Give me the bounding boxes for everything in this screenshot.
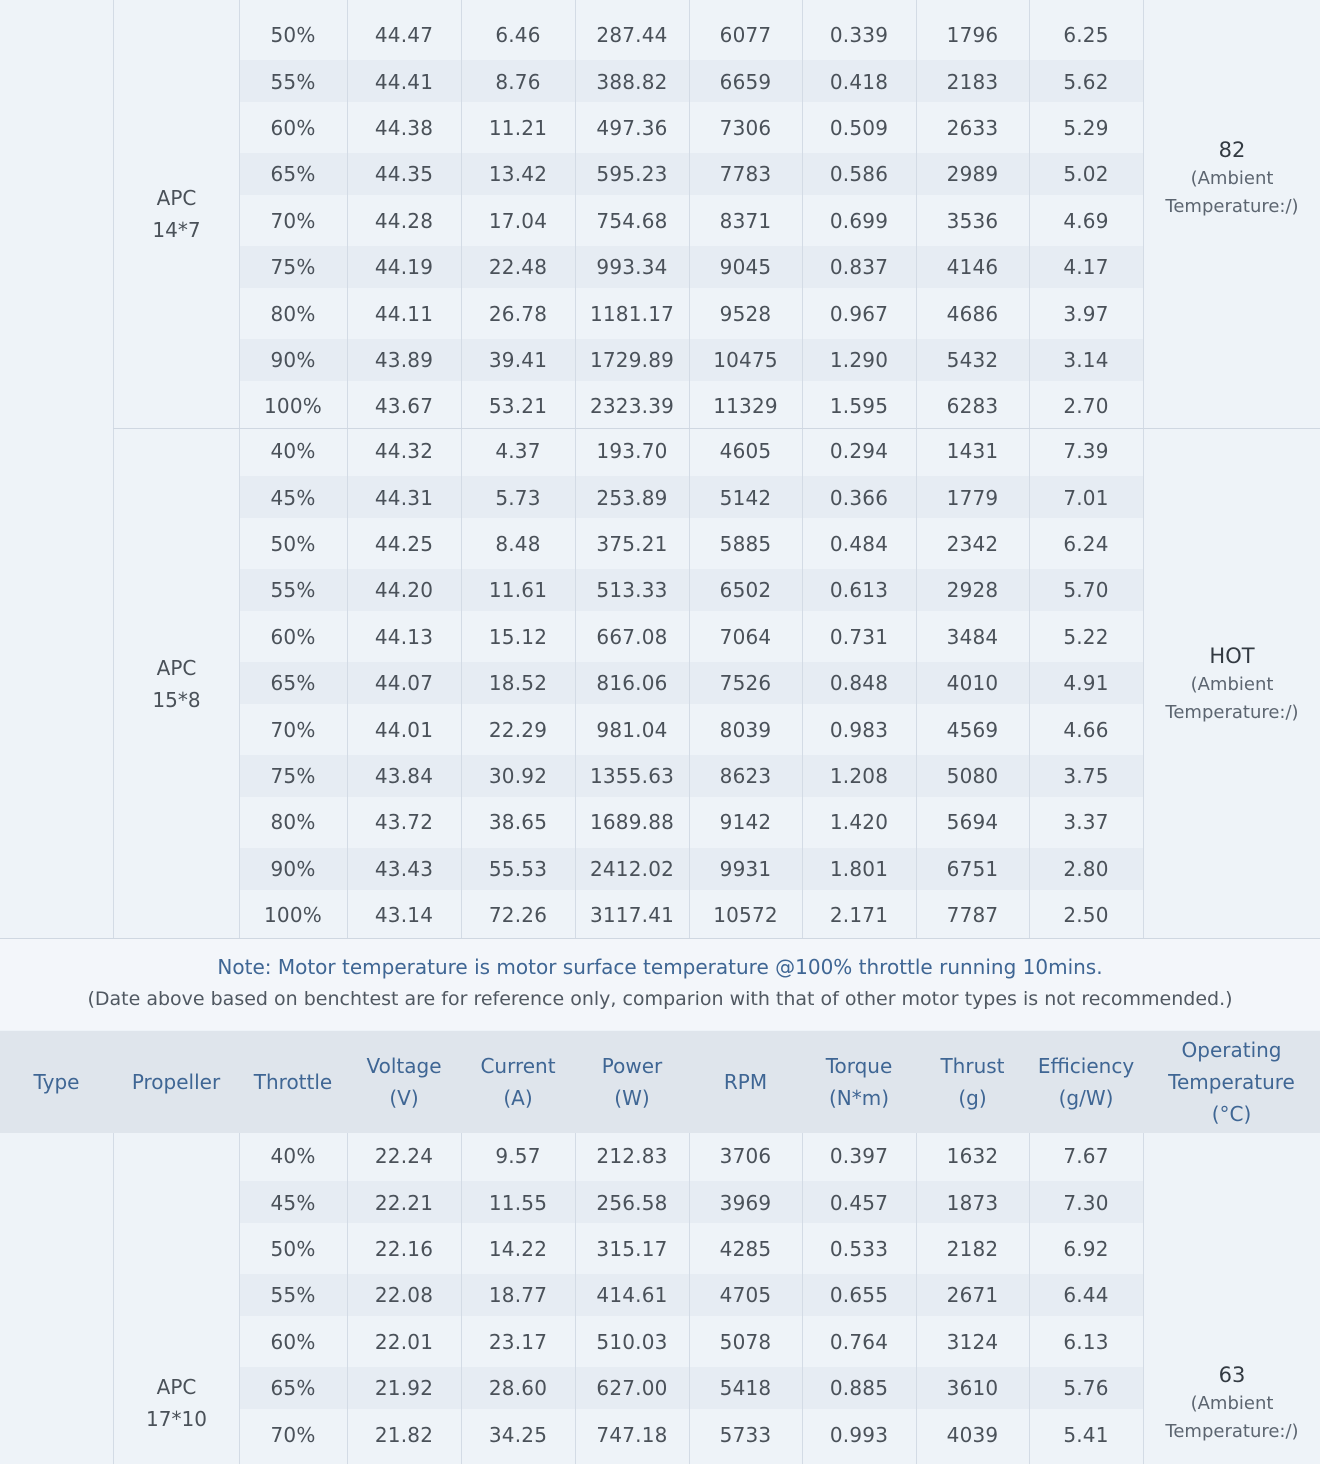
table-cell: 0.294 [829, 439, 889, 464]
table-cell: 747.18 [596, 1422, 668, 1447]
table-cell: 90% [270, 856, 316, 881]
table-cell: 5.41 [1063, 1422, 1109, 1447]
table-cell: 4686 [946, 301, 999, 326]
table-cell: 212.83 [596, 1144, 668, 1169]
table-cell: 7787 [946, 903, 999, 928]
table-cell: 7.01 [1063, 485, 1109, 510]
table-cell: 14.22 [488, 1236, 548, 1261]
table-cell: 4285 [719, 1236, 772, 1261]
table-cell: 0.655 [829, 1283, 889, 1308]
table-cell: 22.24 [374, 1144, 434, 1169]
table-cell: 44.41 [374, 69, 434, 94]
header-label: Voltage [366, 1054, 442, 1078]
header-unit: (A) [503, 1086, 533, 1110]
table-cell: 5.70 [1063, 578, 1109, 603]
table-cell: 1796 [946, 23, 999, 48]
table-cell: 6.46 [495, 23, 541, 48]
table-cell: 5.29 [1063, 115, 1109, 140]
table-cell: 4705 [719, 1283, 772, 1308]
table-cell: 3969 [719, 1190, 772, 1215]
table-cell: 5.73 [495, 485, 541, 510]
table-cell: 60% [270, 115, 316, 140]
table-cell: 3610 [946, 1376, 999, 1401]
table-cell: 5080 [946, 763, 999, 788]
table-cell: 40% [270, 439, 316, 464]
table-cell: 55% [270, 69, 316, 94]
table-cell: 23.17 [488, 1329, 548, 1354]
header-label: Operating [1181, 1038, 1282, 1062]
header-label: Efficiency [1037, 1054, 1135, 1078]
table-cell: 4.69 [1063, 208, 1109, 233]
table-cell: 0.993 [829, 1422, 889, 1447]
table-cell: 55% [270, 578, 316, 603]
table-cell: 44.47 [374, 23, 434, 48]
table-cell: 1689.88 [589, 810, 675, 835]
table-cell: 627.00 [596, 1376, 668, 1401]
propeller-cell [114, 0, 239, 428]
table-cell: 6283 [946, 394, 999, 419]
table-cell: 100% [264, 903, 322, 928]
table-cell: 2671 [946, 1283, 999, 1308]
section-b [0, 1133, 1320, 1464]
table-cell: 43.89 [374, 347, 434, 372]
table-cell: 9.57 [495, 1144, 541, 1169]
header-label: Power [601, 1054, 663, 1078]
table-cell: 44.20 [374, 578, 434, 603]
table-cell: 5142 [719, 485, 772, 510]
table-cell: 993.34 [596, 255, 668, 280]
table-cell: 65% [270, 1376, 316, 1401]
table-cell: 1779 [946, 485, 999, 510]
header-label: Temperature [1168, 1070, 1295, 1094]
table-cell: 11.55 [488, 1190, 548, 1215]
table-cell: 754.68 [596, 208, 668, 233]
table-cell: 0.366 [829, 485, 889, 510]
table-cell: 0.848 [829, 671, 889, 696]
table-cell: 43.14 [374, 903, 434, 928]
table-cell: 44.07 [374, 671, 434, 696]
table-cell: 8.76 [495, 69, 541, 94]
table-cell: 375.21 [596, 531, 668, 556]
table-cell: 75% [270, 763, 316, 788]
table-cell: 0.613 [829, 578, 889, 603]
table-cell: 28.60 [488, 1376, 548, 1401]
header-label: Type [33, 1070, 80, 1094]
table-cell: 7.30 [1063, 1190, 1109, 1215]
table-cell: 595.23 [596, 162, 668, 187]
table-cell: 7064 [719, 624, 772, 649]
table-cell: 65% [270, 671, 316, 696]
header-label: RPM [723, 1070, 768, 1094]
operating-temperature-cell [1144, 0, 1320, 356]
table-cell: 3117.41 [589, 903, 675, 928]
temperature-value: 63 [1218, 1363, 1246, 1387]
table-cell: 50% [270, 531, 316, 556]
disclaimer-line: (Date above based on benchtest are for reference only, comparion with that of other motor types is not recommended.) [87, 988, 1233, 1010]
temperature-value: 82 [1218, 138, 1246, 162]
table-cell: 4146 [946, 255, 999, 280]
propeller-size: 15*8 [152, 687, 201, 712]
table-cell: 22.16 [374, 1236, 434, 1261]
table-cell: 816.06 [596, 671, 668, 696]
header-label: Thrust [940, 1054, 1005, 1078]
table-cell: 7783 [719, 162, 772, 187]
table-cell: 414.61 [596, 1283, 668, 1308]
table-cell: 253.89 [596, 485, 668, 510]
table-cell: 0.764 [829, 1329, 889, 1354]
table-cell: 1.801 [829, 856, 889, 881]
table-cell: 44.01 [374, 717, 434, 742]
table-row [0, 1133, 1320, 1179]
table-cell: 11329 [713, 394, 778, 419]
table-cell: 3124 [946, 1329, 999, 1354]
table-cell: 2323.39 [589, 394, 675, 419]
table-cell: 2.171 [829, 903, 889, 928]
table-cell: 0.586 [829, 162, 889, 187]
table-cell: 44.25 [374, 531, 434, 556]
table-cell: 22.29 [488, 717, 548, 742]
table-cell: 0.533 [829, 1236, 889, 1261]
table-cell: 5694 [946, 810, 999, 835]
table-cell: 34.25 [488, 1422, 548, 1447]
propeller-cell [114, 1203, 239, 1464]
table-cell: 26.78 [488, 301, 548, 326]
table-cell: 1355.63 [589, 763, 675, 788]
table-cell: 4.91 [1063, 671, 1109, 696]
table-cell: 44.31 [374, 485, 434, 510]
table-cell: 2182 [946, 1236, 999, 1261]
temperature-note: (Ambient [1190, 673, 1274, 695]
table-cell: 7306 [719, 115, 772, 140]
table-cell: 3.14 [1063, 347, 1109, 372]
table-cell: 21.92 [374, 1376, 434, 1401]
table-cell: 497.36 [596, 115, 668, 140]
header-type [0, 1031, 113, 1133]
table-cell: 55% [270, 1283, 316, 1308]
table-cell: 4010 [946, 671, 999, 696]
table-cell: 256.58 [596, 1190, 668, 1215]
table-cell: 6077 [719, 23, 772, 48]
header-thrust [916, 1031, 1029, 1133]
header-propeller [113, 1031, 239, 1133]
table-cell: 3706 [719, 1144, 772, 1169]
table-cell: 7.39 [1063, 439, 1109, 464]
table-cell: 60% [270, 1329, 316, 1354]
header-current [461, 1031, 575, 1133]
table-cell: 13.42 [488, 162, 548, 187]
temperature-note: Temperature:/) [1165, 196, 1299, 217]
temperature-note: (Ambient [1190, 168, 1274, 189]
header-label: Throttle [253, 1070, 333, 1094]
header-label: Current [480, 1054, 556, 1078]
table-cell: 1181.17 [589, 301, 675, 326]
table-cell: 44.38 [374, 115, 434, 140]
table-cell: 18.77 [488, 1283, 548, 1308]
table-cell: 388.82 [596, 69, 668, 94]
table-cell: 15.12 [488, 624, 548, 649]
table-cell: 3.75 [1063, 763, 1109, 788]
note-line: Note: Motor temperature is motor surface temperature @100% throttle running 10mins. [217, 955, 1103, 979]
table-cell: 0.457 [829, 1190, 889, 1215]
table-cell: 0.731 [829, 624, 889, 649]
table-cell: 45% [270, 1190, 316, 1215]
table-cell: 0.418 [829, 69, 889, 94]
operating-temperature-cell [1144, 429, 1320, 938]
header-unit: (g) [958, 1086, 987, 1110]
table-cell: 5.02 [1063, 162, 1109, 187]
table-cell: 0.967 [829, 301, 889, 326]
table-cell: 4039 [946, 1422, 999, 1447]
table-cell: 45% [270, 485, 316, 510]
table-cell: 22.01 [374, 1329, 434, 1354]
propeller-brand: APC [156, 186, 197, 210]
table-cell: 5.62 [1063, 69, 1109, 94]
table-header [0, 1031, 1320, 1133]
table-cell: 44.13 [374, 624, 434, 649]
table-cell: 2.50 [1063, 903, 1109, 928]
propeller-cell [114, 429, 239, 938]
table-cell: 43.84 [374, 763, 434, 788]
table-cell: 6.13 [1063, 1329, 1109, 1354]
table-cell: 7.67 [1063, 1144, 1109, 1169]
table-cell: 11.21 [488, 115, 548, 140]
table-cell: 510.03 [596, 1329, 668, 1354]
table-cell: 70% [270, 717, 316, 742]
table-cell: 70% [270, 1422, 316, 1447]
table-cell: 8.48 [495, 531, 541, 556]
table-cell: 5733 [719, 1422, 772, 1447]
table-cell: 100% [264, 394, 322, 419]
table-cell: 5.22 [1063, 624, 1109, 649]
table-cell: 0.885 [829, 1376, 889, 1401]
table-cell: 6.44 [1063, 1283, 1109, 1308]
table-cell: 72.26 [488, 903, 548, 928]
header-unit: (g/W) [1058, 1086, 1114, 1110]
table-cell: 0.509 [829, 115, 889, 140]
table-cell: 6.25 [1063, 23, 1109, 48]
table-cell: 53.21 [488, 394, 548, 419]
table-cell: 6659 [719, 69, 772, 94]
header-power [575, 1031, 689, 1133]
table-cell: 981.04 [596, 717, 668, 742]
table-cell: 3484 [946, 624, 999, 649]
header-unit: (N*m) [828, 1086, 890, 1110]
table-cell: 2989 [946, 162, 999, 187]
table-cell: 17.04 [488, 208, 548, 233]
table-cell: 7526 [719, 671, 772, 696]
table-cell: 9931 [719, 856, 772, 881]
table-cell: 8039 [719, 717, 772, 742]
table-cell: 21.82 [374, 1422, 434, 1447]
table-cell: 1729.89 [589, 347, 675, 372]
table-cell: 10475 [713, 347, 778, 372]
table-cell: 40% [270, 1144, 316, 1169]
temperature-note: (Ambient [1190, 1393, 1274, 1414]
table-cell: 2.70 [1063, 394, 1109, 419]
table-cell: 1.420 [829, 810, 889, 835]
header-unit: (°C) [1211, 1102, 1252, 1126]
table-cell: 8623 [719, 763, 772, 788]
table-cell: 287.44 [596, 23, 668, 48]
table-cell: 43.67 [374, 394, 434, 419]
table-cell: 75% [270, 255, 316, 280]
table-cell: 9142 [719, 810, 772, 835]
table-cell: 1.595 [829, 394, 889, 419]
propeller-size: 14*7 [152, 218, 201, 242]
table-cell: 1632 [946, 1144, 999, 1169]
header-unit: (W) [614, 1086, 650, 1110]
table-cell: 44.28 [374, 208, 434, 233]
table-cell: 5.76 [1063, 1376, 1109, 1401]
table-cell: 2633 [946, 115, 999, 140]
table-cell: 38.65 [488, 810, 548, 835]
table-cell: 8371 [719, 208, 772, 233]
table-cell: 44.32 [374, 439, 434, 464]
table-cell: 1873 [946, 1190, 999, 1215]
temperature-note: Temperature:/) [1165, 1421, 1299, 1442]
table-cell: 4605 [719, 439, 772, 464]
table-cell: 65% [270, 162, 316, 187]
header-unit: (V) [389, 1086, 419, 1110]
table-cell: 2412.02 [589, 856, 675, 881]
table-cell: 39.41 [488, 347, 548, 372]
table-cell: 1.208 [829, 763, 889, 788]
header-efficiency [1029, 1031, 1143, 1133]
table-cell: 43.43 [374, 856, 434, 881]
table-cell: 50% [270, 23, 316, 48]
table-cell: 0.484 [829, 531, 889, 556]
table-cell: 4.66 [1063, 717, 1109, 742]
table-cell: 0.983 [829, 717, 889, 742]
header-label: Propeller [131, 1070, 221, 1094]
table-cell: 70% [270, 208, 316, 233]
propeller-brand: APC [156, 1375, 197, 1399]
table-cell: 60% [270, 624, 316, 649]
table-cell: 3536 [946, 208, 999, 233]
table-cell: 9045 [719, 255, 772, 280]
header-operating-temperature [1143, 1031, 1320, 1133]
table-cell: 44.11 [374, 301, 434, 326]
table-cell: 2928 [946, 578, 999, 603]
table-cell: 667.08 [596, 624, 668, 649]
table-cell: 2.80 [1063, 856, 1109, 881]
table-cell: 2183 [946, 69, 999, 94]
table-cell: 0.339 [829, 23, 889, 48]
table-cell: 5078 [719, 1329, 772, 1354]
table-cell: 3.97 [1063, 301, 1109, 326]
table-cell: 80% [270, 810, 316, 835]
table-cell: 4569 [946, 717, 999, 742]
table-cell: 6502 [719, 578, 772, 603]
table-cell: 9528 [719, 301, 772, 326]
table-cell: 6.24 [1063, 531, 1109, 556]
table-cell: 22.48 [488, 255, 548, 280]
table-cell: 6.92 [1063, 1236, 1109, 1261]
table-cell: 22.21 [374, 1190, 434, 1215]
table-cell: 1431 [946, 439, 999, 464]
table-cell: 513.33 [596, 578, 668, 603]
table-cell: 5885 [719, 531, 772, 556]
table-cell: 44.19 [374, 255, 434, 280]
operating-temperature-cell [1144, 1203, 1320, 1464]
table-cell: 0.837 [829, 255, 889, 280]
header-rpm [689, 1031, 802, 1133]
table-cell: 90% [270, 347, 316, 372]
table-cell: 5432 [946, 347, 999, 372]
table-cell: 18.52 [488, 671, 548, 696]
table-cell: 1.290 [829, 347, 889, 372]
temperature-note: Temperature:/) [1165, 701, 1299, 723]
table-cell: 6751 [946, 856, 999, 881]
header-voltage [347, 1031, 461, 1133]
header-throttle [239, 1031, 347, 1133]
table-cell: 0.397 [829, 1144, 889, 1169]
table-cell: 43.72 [374, 810, 434, 835]
table-cell: 50% [270, 1236, 316, 1261]
table-cell: 0.699 [829, 208, 889, 233]
table-cell: 44.35 [374, 162, 434, 187]
table-cell: 22.08 [374, 1283, 434, 1308]
table-cell: 3.37 [1063, 810, 1109, 835]
table-cell: 4.17 [1063, 255, 1109, 280]
table-cell: 315.17 [596, 1236, 668, 1261]
table-cell: 55.53 [488, 856, 548, 881]
table-cell: 10572 [713, 903, 778, 928]
table-cell: 30.92 [488, 763, 548, 788]
header-torque [802, 1031, 916, 1133]
table-cell: 11.61 [488, 578, 548, 603]
note-block [0, 939, 1320, 1030]
table-cell: 2342 [946, 531, 999, 556]
header-label: Torque [825, 1054, 893, 1078]
propeller-brand: APC [156, 655, 197, 680]
table-cell: 80% [270, 301, 316, 326]
propeller-size: 17*10 [146, 1407, 207, 1431]
table-cell: 4.37 [495, 439, 541, 464]
temperature-value: HOT [1209, 643, 1255, 668]
table-cell: 5418 [719, 1376, 772, 1401]
table-cell: 193.70 [596, 439, 668, 464]
